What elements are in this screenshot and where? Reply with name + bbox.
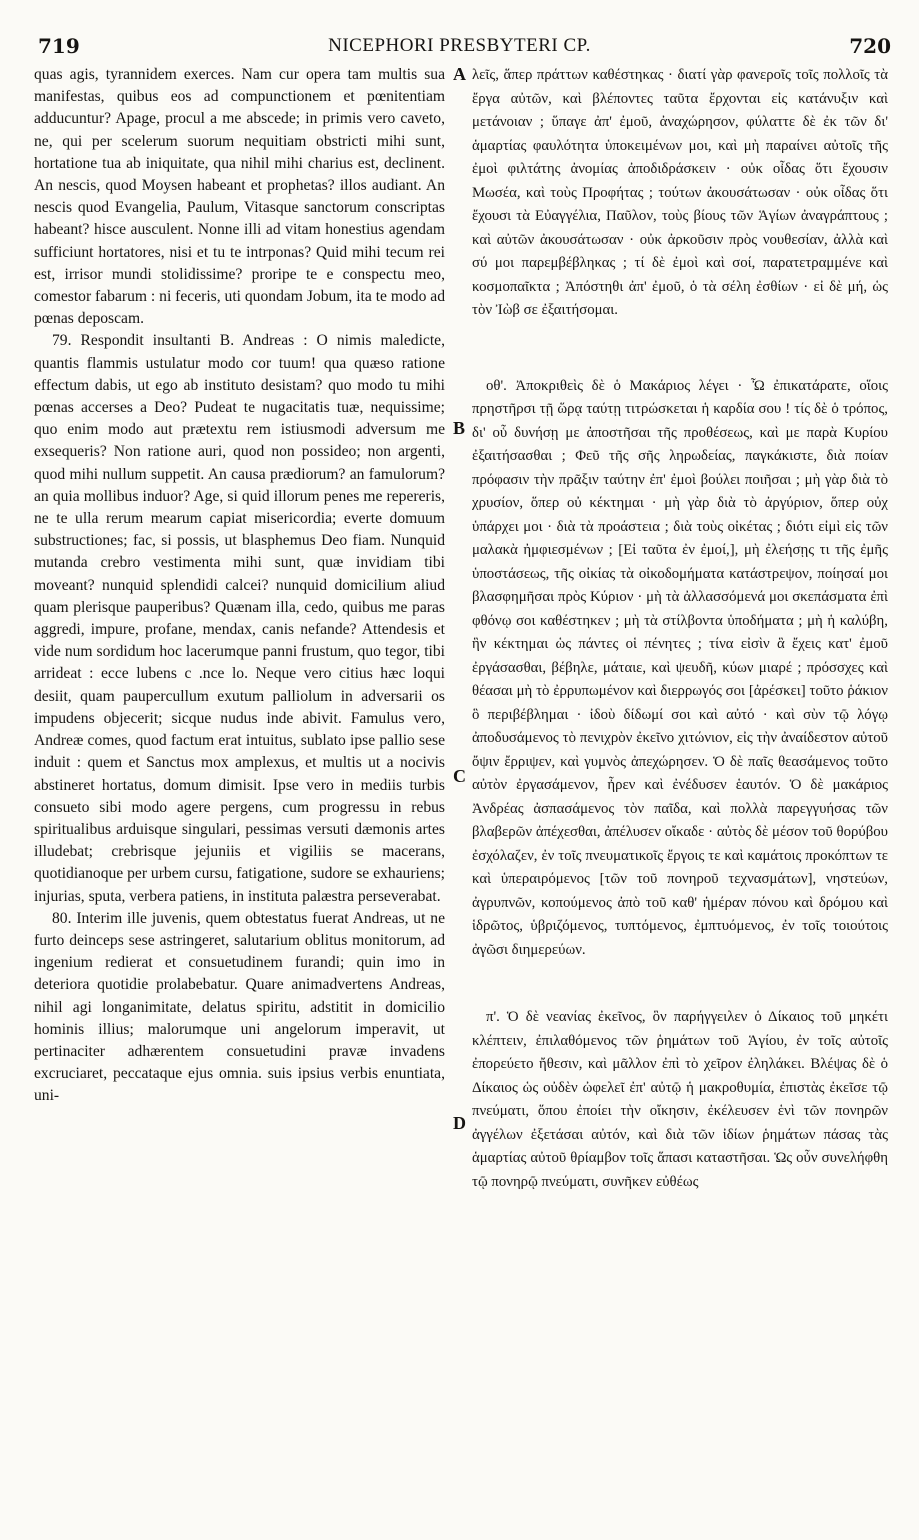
running-title: NICEPHORI PRESBYTERI CP.	[328, 35, 591, 56]
greek-column	[472, 64, 888, 1526]
margin-marker-a: A	[453, 64, 466, 84]
greek-paragraph-79: οθ'. Ἀποκριθεὶς δὲ ὁ Μακάριος λέγει · Ὦ ἐπικατάρατε, οἵοις πρηστῆρσι τῇ ὥρᾳ ταύτῃ τιτρώσκεται ἡ καρδία σου ! τίς δὲ ὁ τρόπος, δι' οὗ δυνήσῃ με ἀποστῆσαι τῆς προθέσεως, καὶ με παρὰ Κυρίου ἐξαιτήσασθαι ; Φεῦ τῆς σῆς ληρωδείας, παγκάκιστε, διὰ ποίαν πρόφασιν τὴν πρᾶξιν ταύτην ἐπ' ἐμοὶ βούλει ποιῆσαι ; μὴ γὰρ διὰ τὸ χρυσίον, ὅπερ οὐ κέκτημαι · μὴ γὰρ διὰ τὸ ἀργύριον, ὅπερ οὐχ ὑπάρχει μοι · διὰ τὰ προάστεια ; διὰ τοὺς οἰκέτας ; διότι εἰμὶ εἰς τῶν μαλακὰ ἠμφιεσμένων ; [Εἰ ταῦτα ἐν ἐμοί,], μὴ ἐλεήσῃς τι τῆς ἐμῆς ὑποστάσεως, τῆς οἰκίας τὰ οἰκοδομήματα κατάστρεψον, ποίησαί μοι βλασφημῆσαι πρὸς Κύριον · μὴ τὰ ἀλλασσόμενά μοι σκεπάσματα ἐπὶ φθόνῳ σοι καθέστηκεν ; μὴ τὰ στίλβοντα ὑποδήματα ; μὴ ἡ καλύβη, ἣν κέκτημαι ὡς πάντες οἱ πένητες ; τίνα εἰσὶν ἃ ἔχεις κατ' ἐμοῦ ἐργάσασθαι, βέβηλε, μάταιε, καὶ ψευδῆ, κύων μιαρέ ; πρόσσχες καὶ θέασαι μὴ τὸ ἐρρυπωμένον καὶ διερρωγός σοι [ἀρέσκει] τοῦτο ῥάκιον ὃ περιβέβλημαι · ἰδοὺ δίδωμί σοι καὶ αὐτό · καὶ σὺν τῷ λόγῳ ἀποδυσάμενος τὸ πενιχρὸν ἐκεῖνο χιτώνιον, εἰς τὴν ἀναίδεστον αὐτοῦ ὄψιν ἔρριψεν, καὶ γυμνὸς ἀπεχώρησεν. Ὁ δὲ παῖς θεασάμενος τοῦτο αὐτὸν ἐργασάμενον, ἦρεν καὶ ἐνέδυσεν ἑαυτόν. Ὁ δὲ μακάριος Ἀνδρέας ἀσπασάμενος τὸν παῖδα, καὶ πολλὰ παρεγγυήσας τῶν βλαβερῶν ἀπέχεσθαι, ἀπέλυσεν οἴκαδε · αὐτὸς δὲ μέσον τοῦ θορύβου ἐσχόλαζεν, ἐν τοῖς πνευματικοῖς ἔργοις τε καὶ καμάτοις προκόπτων τε καὶ ὑπεραιρόμενος [τῶν τοῦ πονηροῦ τεχνασμάτων], νηστεύων, ἀγρυπνῶν, κοπούμενος ἀπὸ τοῦ καθ' ἡμέραν πόνου καὶ δρόμου καὶ ἱδρῶτος, ὑβριζόμενος, τυπτόμενος, ἐμπτυόμενος, ἐν τοῖς τοιούτοις ἀγῶσι διημερεύων.	[472, 377, 888, 958]
latin-paragraph-1: quas agis, tyrannidem exerces. Nam cur opera tam multis sua manifestas, quibus eos ad compunctionem et pœnitentiam adducuntur? Apage, procul a me abscede; in primis vero caveto, ne, qui per scelerum suorum nequitiam obstricti mihi sunt, hortatione tua ab iniquitate, qua nihil mihi charius est, declinent. An nescis, quod Moysen habeant et prophetas? illos audiant. An nescis quod Evangelia, Paulum, Vitasque sanctorum conscriptas habeant? hisce ausculent. Nonne illi ad vitam honestius agendam sufficiunt hortatores, nisi et tu te intrponas? Quid mihi tecum rei est, irrisor mundi stolidissime? proripe te e conspectu meo, comestor fabarum : ni feceris, uti quondam Jobum, ita te modo ad pœnas deposcam.	[34, 66, 445, 328]
margin-marker-c: C	[453, 766, 466, 786]
latin-column	[34, 64, 445, 1526]
latin-paragraph-79: 79. Respondit insultanti B. Andreas : O nimis maledicte, quantis flammis ustulatur modo cor tuum! qua quæso ratione effectum dabis, ut ego ab instituto desistam? quo modo tu mihi pœnas accerses a Deo? Pudeat te nugacitatis tuæ, nequissime; quo enim modo aut prætextu rem istiusmodi adversum me exsequeris? Non ratione auri, quod non possideo; non argenti, quod mihi nullum suppetit. An causa prædiorum? an famulorum? an quia mollibus induor? Age, si quid illorum penes me repereris, ne te ulla rerum mearum capiat misericordia; everte domuum substructiones; fac, si possis, ut blasphemus Deo fiam. Nunquid mutanda crebro vestimenta mihi sunt, quæ invidiam tibi moveant? nunquid splendidi calcei? nunquid domicilium aliud quam plerisque pauperibus? Quænam illa, cedo, quibus me paras aggredi, impure, profane, mendax, canis nefande? Attendesis et vide num sordidum hoc lacerumque panni frustum, quo tegor, tibi arrideat : ecce lubens c .nce lo. Neque vero citius hæc loqui desiit, quam paupercullum exutum palliolum in adversarii os impudens objecerit; sicque nudus inde abivit. Famulus vero, Andreæ comes, quod factum erat intuitus, sublato ipse pallio sese induit : quem et Sanctus mox amplexus, et multis ut a nocivis abstineret hortatus, domum dimisit. Ipse vero in mediis turbis consueto sibi modo agere pergens, cum progressu in rebus spiritualibus arduisque singulari, pessimas versuti dæmonis artes illudebat; crebrisque jejuniis et vigiliis se macerans, quotidianoque per urbem cursu, fatigatione, sudore se exhauriens; injurias, sputa, verbera patiens, in instituta palæstra perseverabat.	[34, 332, 445, 905]
margin-marker-d: D	[453, 1113, 466, 1133]
page-number-left: 719	[38, 34, 80, 58]
greek-paragraph-80: π'. Ὁ δὲ νεανίας ἐκεῖνος, ὃν παρήγγειλεν ὁ Δίκαιος τοῦ μηκέτι κλέπτειν, ἐπιλαθόμενος τῶν ῥημάτων τοῦ Ἁγίου, ἐν τοῖς αὐτοῖς ἐπορεύετο ἤθεσιν, καὶ μᾶλλον ἐπὶ τὸ χεῖρον ἐληλάκει. Βλέψας δὲ ὁ Δίκαιος ὡς οὐδὲν ὠφελεῖ ἐπ' αὐτῷ ἡ μακροθυμία, ἐπιστὰς ἐκεῖσε τῷ πνεύματι, ὅπου ἐποίει τὴν οἴκησιν, ἐκέλευσεν ἑνὶ τῶν πονηρῶν ἀγγέλων ἐξετάσαι αὐτόν, καὶ διὰ τῶν ἰδίων ῥημάτων πάσας τὰς ἁμαρτίας αὐτοῦ θρίαμβον τοῖς ἅπασι καταστῆσαι. Ὡς οὖν συνελήφθη τῷ πονηρῷ πνεύματι, συνῆκεν εὐθέως	[472, 1009, 888, 1190]
page-number-right: 720	[849, 34, 891, 58]
page-header	[20, 34, 899, 64]
margin-marker-b: B	[453, 418, 466, 438]
greek-paragraph-1: λεῖς, ἅπερ πράττων καθέστηκας · διατί γὰρ φανεροῖς τοῖς πολλοῖς τὰ ἔργα αὐτῶν, καὶ βλέποντες ταῦτα ἔρχονται εἰς κατάνυξιν καὶ μετάνοιαν ; ὕπαγε ἀπ' ἐμοῦ, ἀναχώρησον, φύλαττε δὲ ἐκ τῶν δι' ἁμαρτίας φαυλότητα ὑποκειμένων μοι, καὶ μὴ παραίνει αὐτοῖς τῆς ἐμοὶ φιλτάτης ἀνομίας ἀποδιδράσκειν · οὐκ οἶδας ὅτι ἔχουσιν Μωσέα, καὶ τοὺς Προφήτας ; τούτων ἀκουσάτωσαν · οὐκ οἶδας ὅτι ἔχουσι τὰ Εὐαγγέλια, Παῦλον, τοὺς βίους τῶν Ἁγίων ἀναγράπτους ; καὶ αὐτῶν ἀκουσάτωσαν · οὐκ ἀρκοῦσιν πρὸς νουθεσίαν, ἀλλὰ καὶ σύ μοι παρεμβέβληκας ; τί δὲ ἐμοὶ καὶ σοί, παρατετραμμένε καὶ κοσμοπαῖκτα ; Ἀπόστηθι ἀπ' ἐμοῦ, ὁ τὰ σέλη ἐσθίων · εἰ δὲ μή, ὡς τὸν Ἰὼβ σε ἐξαιτήσομαι.	[472, 67, 888, 318]
latin-paragraph-80: 80. Interim ille juvenis, quem obtestatus fuerat Andreas, ut ne furto deinceps sese astringeret, salutarium oblitus monitorum, ad ingenium redierat et consuetudinem furandi; quin imo in deteriora quotidie prolabebatur. Quare animadvertens Andreas, nihil agi longanimitate, delatus spiritu, adstitit in domicilio hominis illius; malorumque uni angelorum imperavit, ut pertinaciter adhærentem consuetudini pravæ invadens excruciaret, peccataque ejus omnia. suis ipsius verbis enuntiata, uni-	[34, 909, 445, 1105]
